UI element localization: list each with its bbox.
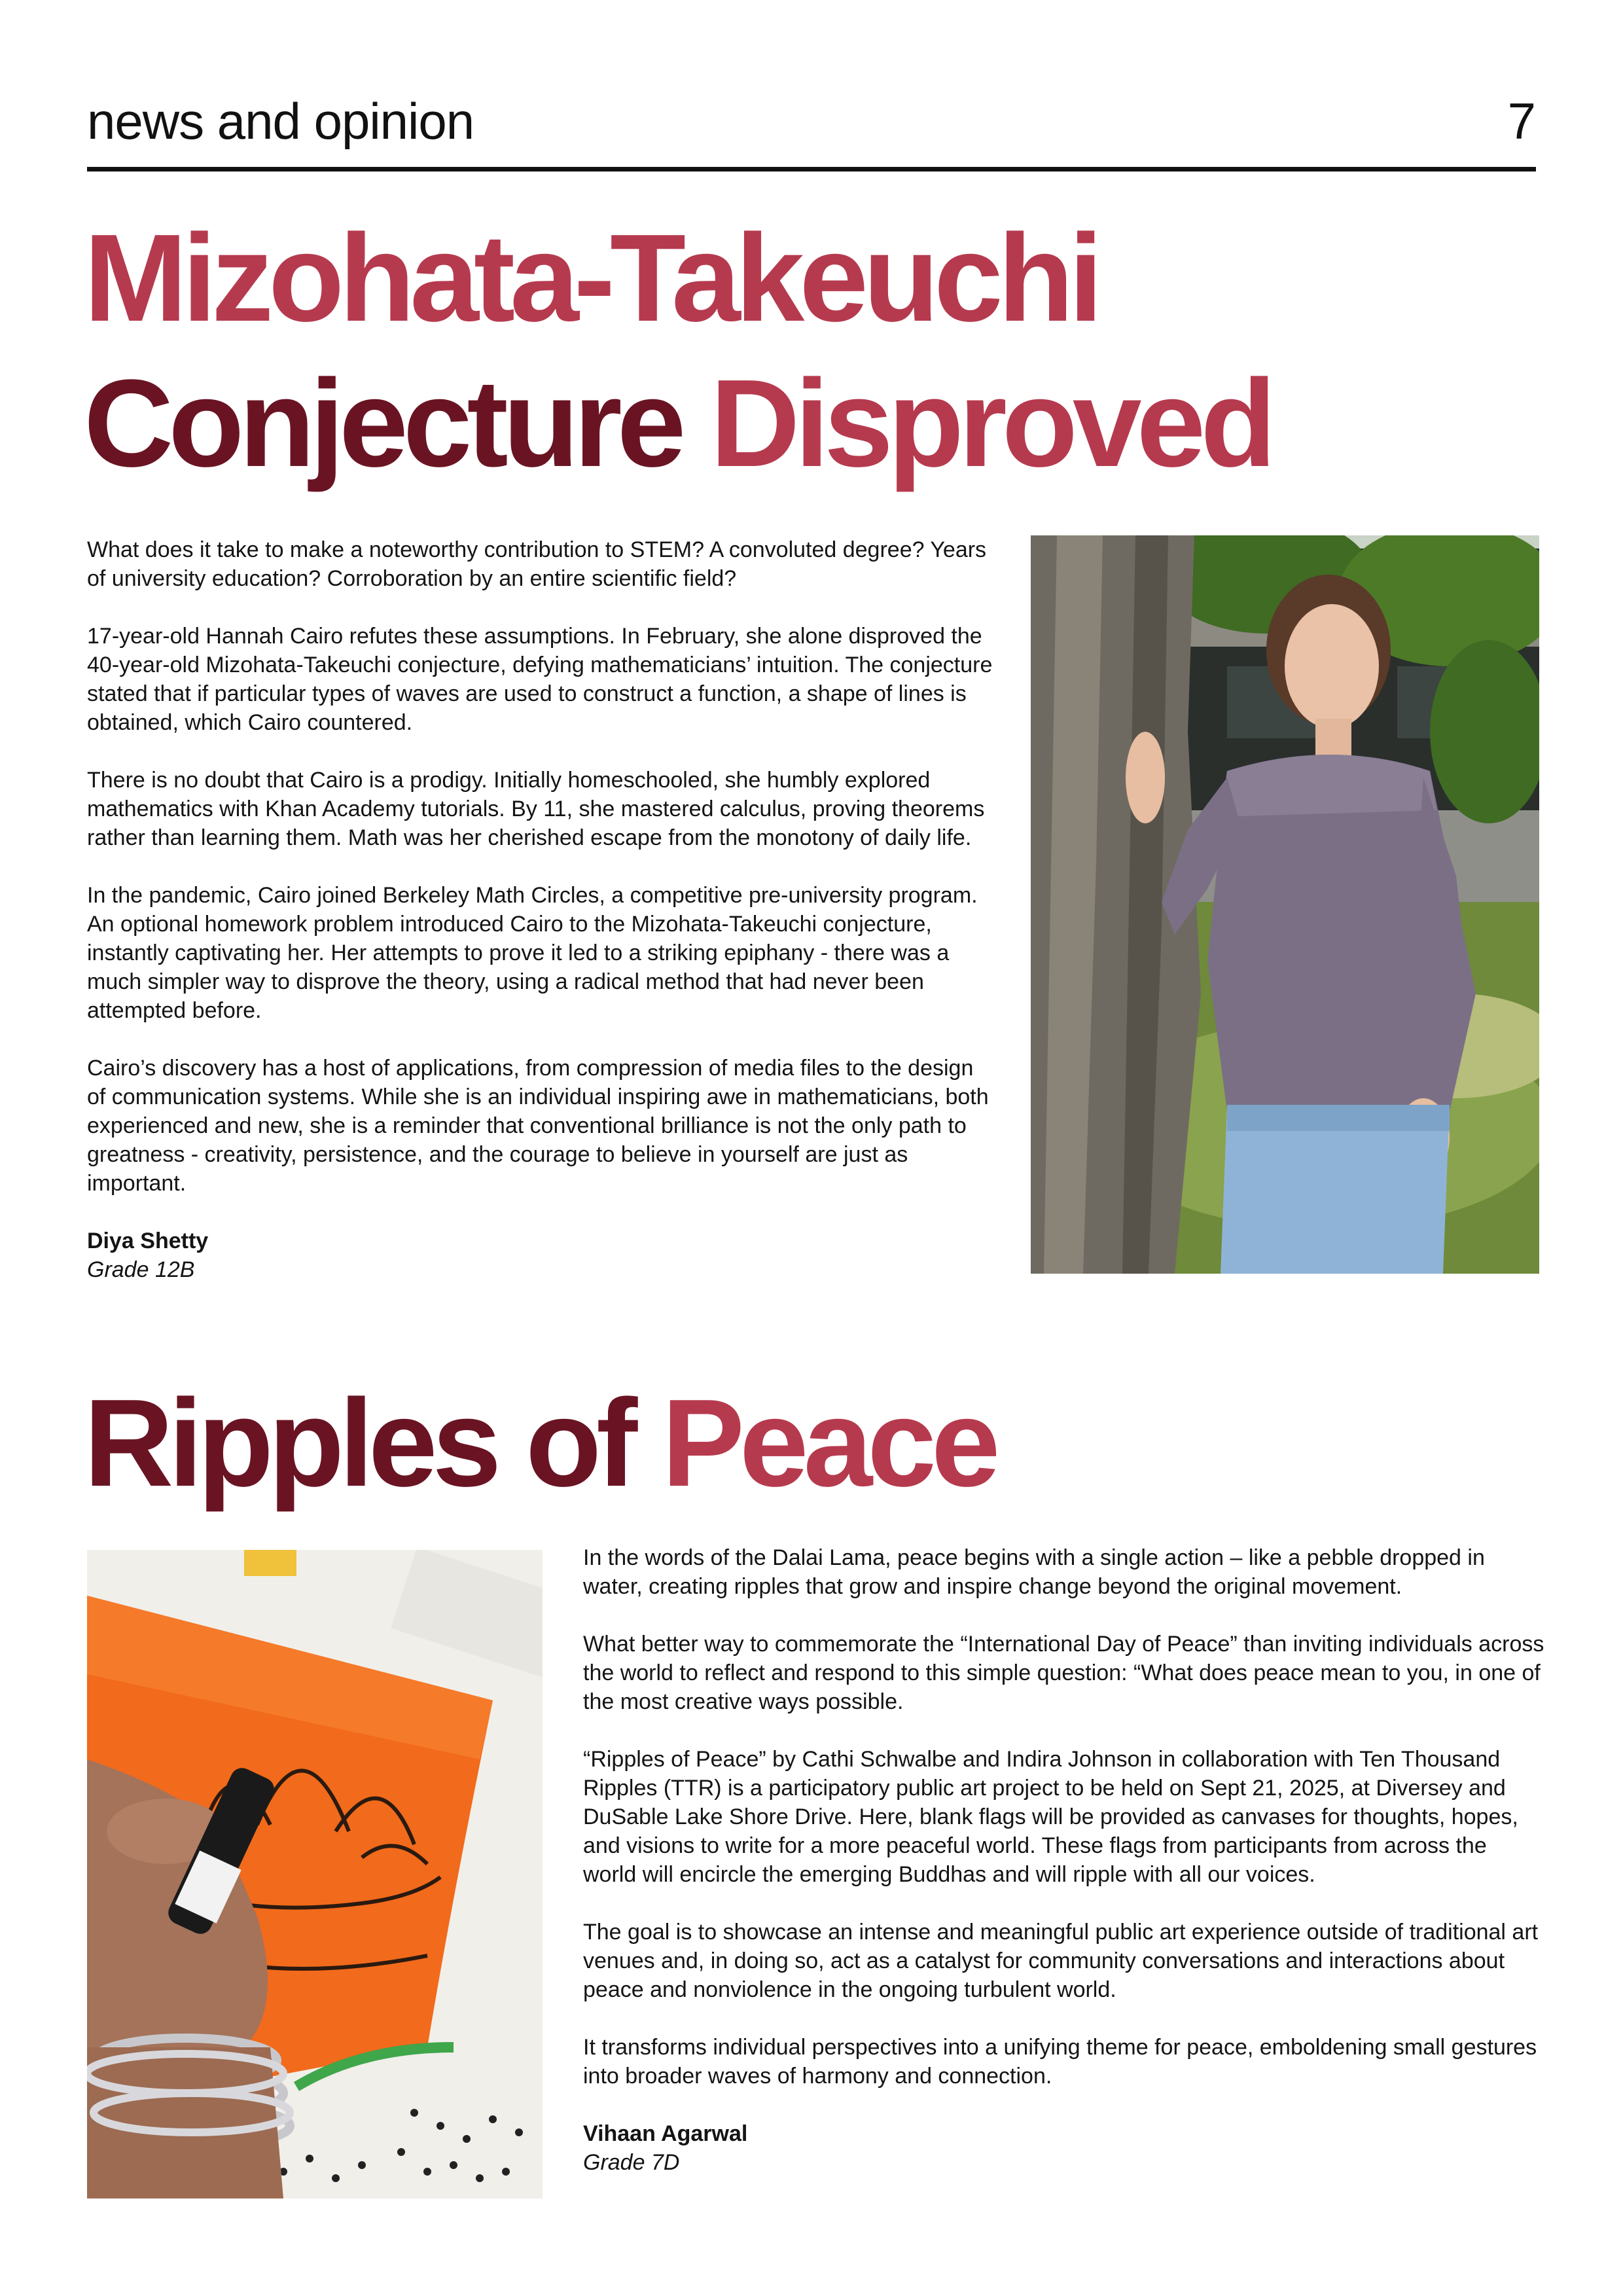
article-2-paragraph: “Ripples of Peace” by Cathi Schwalbe and Indira Johnson in collaboration with Ten Thousand Ripples (TTR) is a participatory public art project to be held on Sept 21, 2025, at Diversey and DuSable Lake Shore Drive. Here, blank flags will be provided as canvases for thoughts, hopes, and visions to write for a more peaceful world. These flags from participants from across the world will encircle the emerging Buddhas and will ripple with all our voices. (583, 1747, 1518, 1887)
article-2-grade: Grade 7D (583, 2150, 680, 2175)
article-2-paragraph: What better way to commemorate the “International Day of Peace” than inviting individuals across the world to reflect and respond to this simple question: “What does peace mean to you, in one of the most creative ways possible. (583, 1632, 1544, 1714)
article-2-headline (84, 1374, 995, 1513)
header-divider (87, 167, 1536, 171)
article-1-grade: Grade 12B (87, 1257, 195, 1282)
article-2-author: Vihaan Agarwal (583, 2121, 748, 2146)
article-2-paragraph: It transforms individual perspectives into a unifying theme for peace, emboldening small gestures into broader waves of harmony and connection. (583, 2035, 1537, 2089)
headline-word-conjecture: Conjecture (84, 354, 681, 493)
headline-word-disproved: Disproved (710, 354, 1272, 493)
article-1-paragraph: There is no doubt that Cairo is a prodigy. Initially homeschooled, she humbly explored mathematics with Khan Academy tutorials. By 11, she mastered calculus, proving theorems rather than learning them. Math was her cherished escape from the monotony of daily life. (87, 768, 985, 850)
article-1-paragraph: Cairo’s discovery has a host of applications, from compression of media files to the design of communication systems. While she is an individual inspiring awe in mathematicians, both experienced and new, she is a reminder that conventional brilliance is not the only path to greatness - creativity, persistence, and the courage to believe in yourself are just as important. (87, 1056, 989, 1196)
article-1-headline (84, 209, 1272, 507)
headline-line-2 (84, 354, 1272, 507)
article-1-paragraph: In the pandemic, Cairo joined Berkeley Math Circles, a competitive pre-university program. An optional homework problem introduced Cairo to the Mizohata-Takeuchi conjecture, instantly captivating her. Her attempts to prove it led to a striking epiphany - there was a much simpler way to disprove the theory, using a radical method that had never been attempted before. (87, 883, 978, 1023)
article-1-body (87, 535, 997, 1284)
article-1-paragraph: 17-year-old Hannah Cairo refutes these assumptions. In February, she alone disproved the 40-year-old Mizohata-Takeuchi conjecture, defying mathematicians’ intuition. The conjecture stated that if particular types of waves are used to construct a function, a shape of lines is obtained, which Cairo countered. (87, 624, 993, 735)
article-1-author: Diya Shetty (87, 1229, 209, 1253)
headline-line-1 (84, 209, 1271, 361)
article-1-paragraph: What does it take to make a noteworthy contribution to STEM? A convoluted degree? Years of university education? Corroboration by an entire scientific field? (87, 537, 987, 591)
page-number: 7 (1507, 92, 1536, 150)
headline-word-ripples-of: Ripples of (84, 1374, 633, 1513)
student-portrait-photo (1031, 535, 1539, 1274)
article-2-paragraph: The goal is to showcase an intense and meaningful public art experience outside of traditional art venues and, in doing so, act as a catalyst for community conversations and interactions about peace and nonviolence in the ongoing turbulent world. (583, 1920, 1539, 2002)
headline-word-mizohata-takeuchi: Mizohata-Takeuchi (84, 209, 1098, 348)
section-title: news and opinion (87, 92, 474, 150)
article-2-body (583, 1543, 1545, 2177)
article-2-paragraph: In the words of the Dalai Lama, peace begins with a single action – like a pebble dropped in water, creating ripples that grow and inspire change beyond the original movement. (583, 1545, 1485, 1599)
flag-painting-photo (87, 1550, 543, 2198)
headline-word-peace: Peace (662, 1374, 995, 1513)
